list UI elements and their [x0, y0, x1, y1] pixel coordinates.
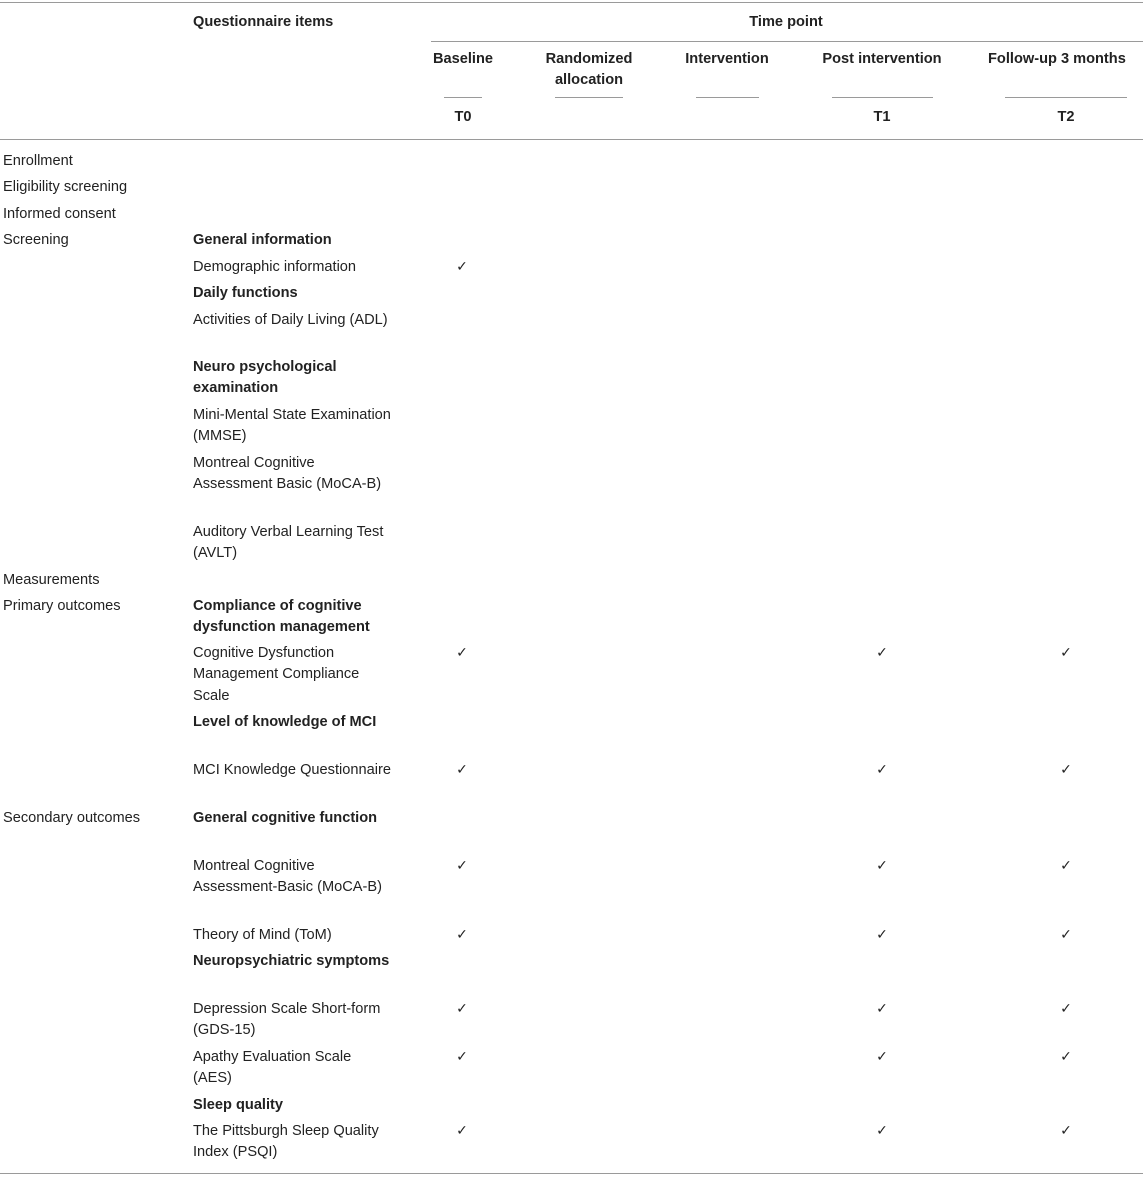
column-header-intervention: Intervention [685, 51, 769, 67]
row-item-label: Theory of Mind (ToM) [193, 927, 332, 943]
checkmark-icon: ✓ [456, 1001, 468, 1017]
row-group-heading: General information [193, 232, 332, 248]
row-group-heading: Level of knowledge of MCI [193, 714, 377, 730]
row-group-heading: Neuro psychological examination [193, 359, 337, 397]
column-header-baseline: Baseline [432, 51, 494, 67]
row-item-label: Demographic information [193, 259, 357, 275]
row-group-heading: Daily functions [193, 285, 298, 301]
checkmark-icon: ✓ [876, 1123, 888, 1139]
row-section-label: Screening [3, 232, 69, 248]
checkmark-icon: ✓ [1060, 645, 1072, 661]
row-group-heading: Neuropsychiatric symptoms [193, 953, 390, 969]
column-code-t1: T1 [873, 109, 891, 125]
checkmark-icon: ✓ [1060, 858, 1072, 874]
checkmark-icon: ✓ [1060, 1049, 1072, 1065]
checkmark-icon: ✓ [876, 645, 888, 661]
row-item-label: Montreal Cognitive Assessment Basic (MoCA-B) [193, 455, 382, 493]
row-item-label: Mini-Mental State Examination (MMSE) [193, 407, 391, 445]
checkmark-icon: ✓ [876, 927, 888, 943]
checkmark-icon: ✓ [1060, 1123, 1072, 1139]
checkmark-icon: ✓ [1060, 927, 1072, 943]
row-section-label: Enrollment [3, 153, 73, 169]
checkmark-icon: ✓ [1060, 762, 1072, 778]
row-item-label: Montreal Cognitive Assessment-Basic (MoCA-B) [193, 858, 382, 896]
row-item-label: Activities of Daily Living (ADL) [193, 312, 388, 328]
header-bottom-rule [0, 139, 1143, 140]
row-group-heading: General cognitive function [193, 810, 378, 826]
header-items-label: Questionnaire items [193, 14, 334, 30]
column-code-t0: T0 [454, 109, 472, 125]
row-item-label: The Pittsburgh Sleep Quality Index (PSQI) [193, 1123, 379, 1161]
checkmark-icon: ✓ [876, 1001, 888, 1017]
row-section-label: Eligibility screening [3, 179, 128, 195]
row-section-label: Secondary outcomes [3, 810, 141, 826]
timepoint-underline [431, 41, 1143, 42]
column-code-t2: T2 [1057, 109, 1075, 125]
table-bottom-rule [0, 1173, 1143, 1174]
checkmark-icon: ✓ [456, 762, 468, 778]
row-item-label: Cognitive Dysfunction Management Compliance Scale [193, 645, 360, 704]
row-item-label: Auditory Verbal Learning Test (AVLT) [193, 524, 384, 562]
baseline-underline [444, 97, 482, 98]
checkmark-icon: ✓ [456, 858, 468, 874]
follow-up-underline [1005, 97, 1127, 98]
column-header-randomized-allocation: Randomized allocation [545, 51, 633, 88]
checkmark-icon: ✓ [1060, 1001, 1072, 1017]
row-item-label: Apathy Evaluation Scale (AES) [193, 1049, 352, 1087]
checkmark-icon: ✓ [456, 1123, 468, 1139]
checkmark-icon: ✓ [456, 645, 468, 661]
randomized-underline [555, 97, 623, 98]
row-section-label: Informed consent [3, 206, 116, 222]
checkmark-icon: ✓ [876, 1049, 888, 1065]
row-item-label: MCI Knowledge Questionnaire [193, 762, 391, 778]
row-group-heading: Sleep quality [193, 1097, 284, 1113]
header-timepoint-label: Time point [749, 14, 823, 30]
row-item-label: Depression Scale Short-form (GDS-15) [193, 1001, 381, 1039]
column-header-follow-up: Follow-up 3 months [988, 51, 1126, 67]
row-section-label: Primary outcomes [3, 598, 121, 614]
checkmark-icon: ✓ [876, 858, 888, 874]
row-section-label: Measurements [3, 572, 100, 588]
row-group-heading: Compliance of cognitive dysfunction management [193, 598, 370, 636]
table-top-rule [0, 2, 1143, 3]
checkmark-icon: ✓ [456, 1049, 468, 1065]
post-intervention-underline [832, 97, 933, 98]
intervention-underline [696, 97, 759, 98]
checkmark-icon: ✓ [876, 762, 888, 778]
checkmark-icon: ✓ [456, 259, 468, 275]
column-header-post-intervention: Post intervention [822, 51, 942, 67]
checkmark-icon: ✓ [456, 927, 468, 943]
